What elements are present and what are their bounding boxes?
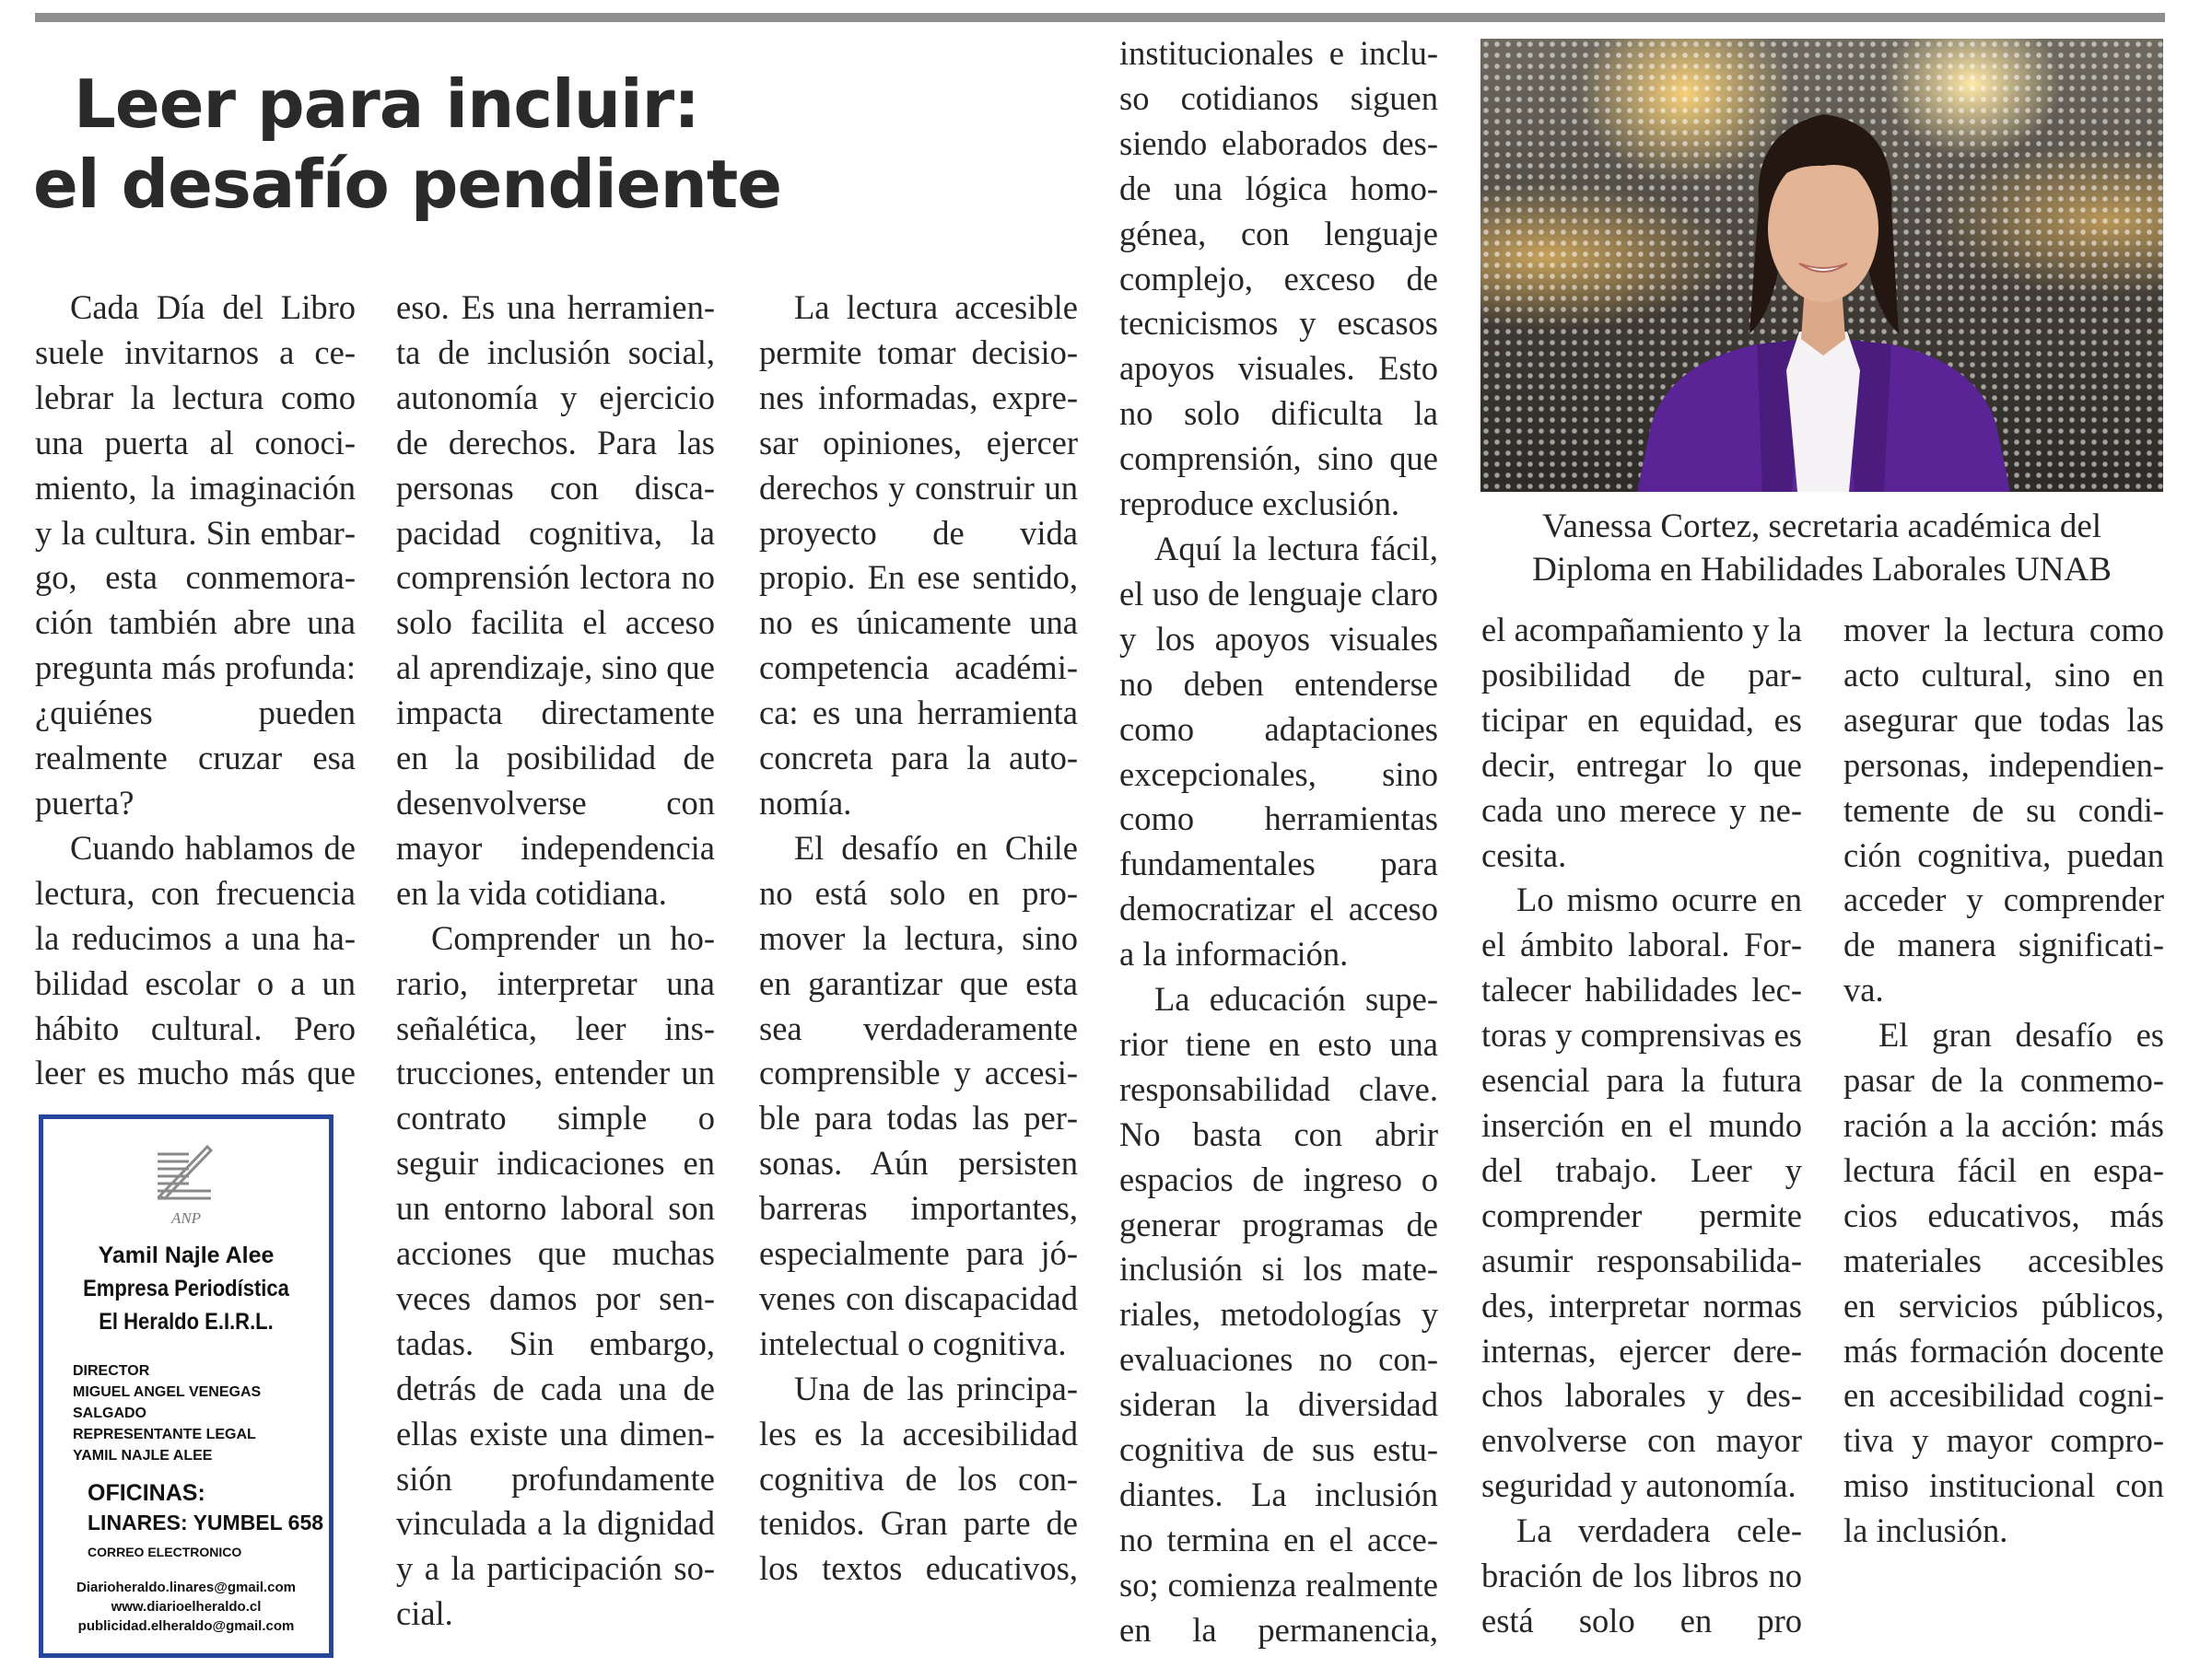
article-column-5 — [1481, 608, 1802, 1644]
paragraph: Lo mismo ocurre en el ámbito laboral. Fortalecer habilidades lectoras y comprensivas es esencial para la futura inserción en el mundo del trabajo. Leer y comprender permite asumir responsabilidades, interpretar normas internas, ejercer derechos laborales y desenvolverse con mayor seguridad y autonomía. — [1481, 881, 1802, 1505]
publisher-name — [43, 1239, 329, 1338]
email-title: CORREO ELECTRONICO — [88, 1545, 242, 1559]
publisher-box — [39, 1114, 334, 1658]
website-link[interactable]: www.diarioelheraldo.cl — [111, 1599, 262, 1615]
caption-line-2: Diploma en Habilidades Laborales UNAB — [1532, 551, 2112, 589]
article-column-4 — [1119, 31, 1438, 1653]
article-headline — [33, 64, 781, 225]
paragraph: Cada Día del Libro suele invitarnos a celebrar la lectura como una puerta al conocimiento, la imaginación y la cultura. Sin embargo, esta conmemoración también abre una pregunta más profunda: ¿quiénes pueden realmente cruzar esa puerta? — [35, 288, 356, 822]
top-rule — [35, 13, 2165, 22]
publisher-owner: Yamil Najle Alee — [98, 1242, 275, 1268]
paragraph: institucionales e incluso cotidianos siguen siendo elaborados desde una lógica homogénea, con lenguaje complejo, exceso de tecnicismos y escasos apoyos visuales. Esto no solo dificulta la comprensión, sino que reproduce exclusión. — [1119, 34, 1438, 523]
paragraph: La verdadera celebración de los libros no está solo en pro — [1481, 1511, 1802, 1639]
article-column-6 — [1843, 608, 2164, 1554]
offices — [88, 1478, 323, 1567]
article-column-1 — [35, 286, 356, 1096]
paragraph: Cuando hablamos de lectura, con frecuencia la reducimos a una habilidad escolar o a un hábito cultural. Pero leer es mucho más que — [35, 828, 356, 1092]
legal-rep-title: REPRESENTANTE LEGAL — [73, 1427, 256, 1442]
paragraph: Una de las principales es la accesibilidad cognitiva de los contenidos. Gran parte de los textos educativos, — [759, 1369, 1078, 1588]
contact-list — [43, 1578, 329, 1636]
article-column-3 — [759, 286, 1078, 1592]
paragraph: Aquí la lectura fácil, el uso de lenguaje claro y los apoyos visuales no deben entenderse como adaptaciones excepcionales, sino como herramientas fundamentales para democratizar el acceso a la información. — [1119, 529, 1438, 974]
article-column-2 — [396, 286, 715, 1637]
portrait-illustration — [1480, 39, 2163, 492]
office-address: LINARES: YUMBEL 658 — [88, 1511, 324, 1534]
paragraph: eso. Es una herramienta de inclusión social, autonomía y ejercicio de derechos. Para las personas con discapacidad cognitiva, la comprensión lectora no solo facilita el acceso al aprendizaje, sino que impacta directamente en la posibilidad de desenvolverse con mayor independencia en la vida cotidiana. — [396, 288, 715, 912]
caption-line-1: Vanessa Cortez, secretaria académica del — [1541, 508, 2102, 545]
paragraph: El gran desafío es pasar de la conmemoración a la acción: más lectura fácil en espacios educativos, más materiales accesibles en servicios públicos, más formación docente en accesibilidad cognitiva y mayor compromiso institucional con la inclusión. — [1843, 1016, 2164, 1550]
anp-label: ANP — [170, 1209, 202, 1227]
email-link[interactable]: Diarioheraldo.linares@gmail.com — [76, 1580, 297, 1595]
paragraph: mover la lectura como acto cultural, sino en asegurar que todas las personas, independientemente de su condición cognitiva, puedan acceder y comprender de manera significativa. — [1843, 611, 2164, 1009]
publisher-company-name: El Heraldo E.I.R.L. — [99, 1308, 274, 1335]
paragraph: el acompañamiento y la posibilidad de participar en equidad, es decir, entregar lo que cada uno merece y necesita. — [1481, 611, 1802, 874]
paragraph: La lectura accesible permite tomar decisiones informadas, expresar opiniones, ejercer derechos y construir un proyecto de vida propio. En ese sentido, no es únicamente una competencia académica: es una herramienta concreta para la autonomía. — [759, 288, 1078, 822]
headline-line-1: Leer para incluir: — [74, 65, 699, 143]
paragraph: La educación superior tiene en esto una responsabilidad clave. No basta con abrir espacios de ingreso o generar programas de inclusión si los materiales, metodologías y evaluaciones no consideran la diversidad cognitiva de sus estudiantes. La inclusión no termina en el acceso; comienza realmente en la permanencia, — [1119, 980, 1438, 1649]
headline-line-2: el desafío pendiente — [33, 146, 782, 223]
paragraph: El desafío en Chile no está solo en promover la lectura, sino en garantizar que esta sea verdaderamente comprensible y accesible para todas las personas. Aún persisten barreras importantes, especialmente para jóvenes con discapacidad intelectual o cognitiva. — [759, 828, 1078, 1362]
publisher-company: Empresa Periodística — [83, 1275, 289, 1301]
ads-email-link[interactable]: publicidad.elheraldo@gmail.com — [77, 1618, 295, 1634]
paragraph: Comprender un horario, interpretar una señalética, leer instrucciones, entender un contrato simple o seguir indicaciones en un entorno laboral son acciones que muchas veces damos por sentadas. Sin embargo, detrás de cada una de ellas existe una dimensión profundamente vinculada a la dignidad y a la participación social. — [396, 918, 715, 1633]
offices-title: OFICINAS: — [88, 1480, 205, 1506]
staff-list — [73, 1360, 329, 1466]
director-title: DIRECTOR — [73, 1363, 150, 1379]
anp-logo-icon — [152, 1141, 216, 1209]
photo-caption — [1480, 505, 2163, 591]
director-name: MIGUEL ANGEL VENEGAS SALGADO — [73, 1384, 262, 1421]
author-photo — [1480, 39, 2163, 492]
legal-rep-name: YAMIL NAJLE ALEE — [73, 1448, 213, 1464]
